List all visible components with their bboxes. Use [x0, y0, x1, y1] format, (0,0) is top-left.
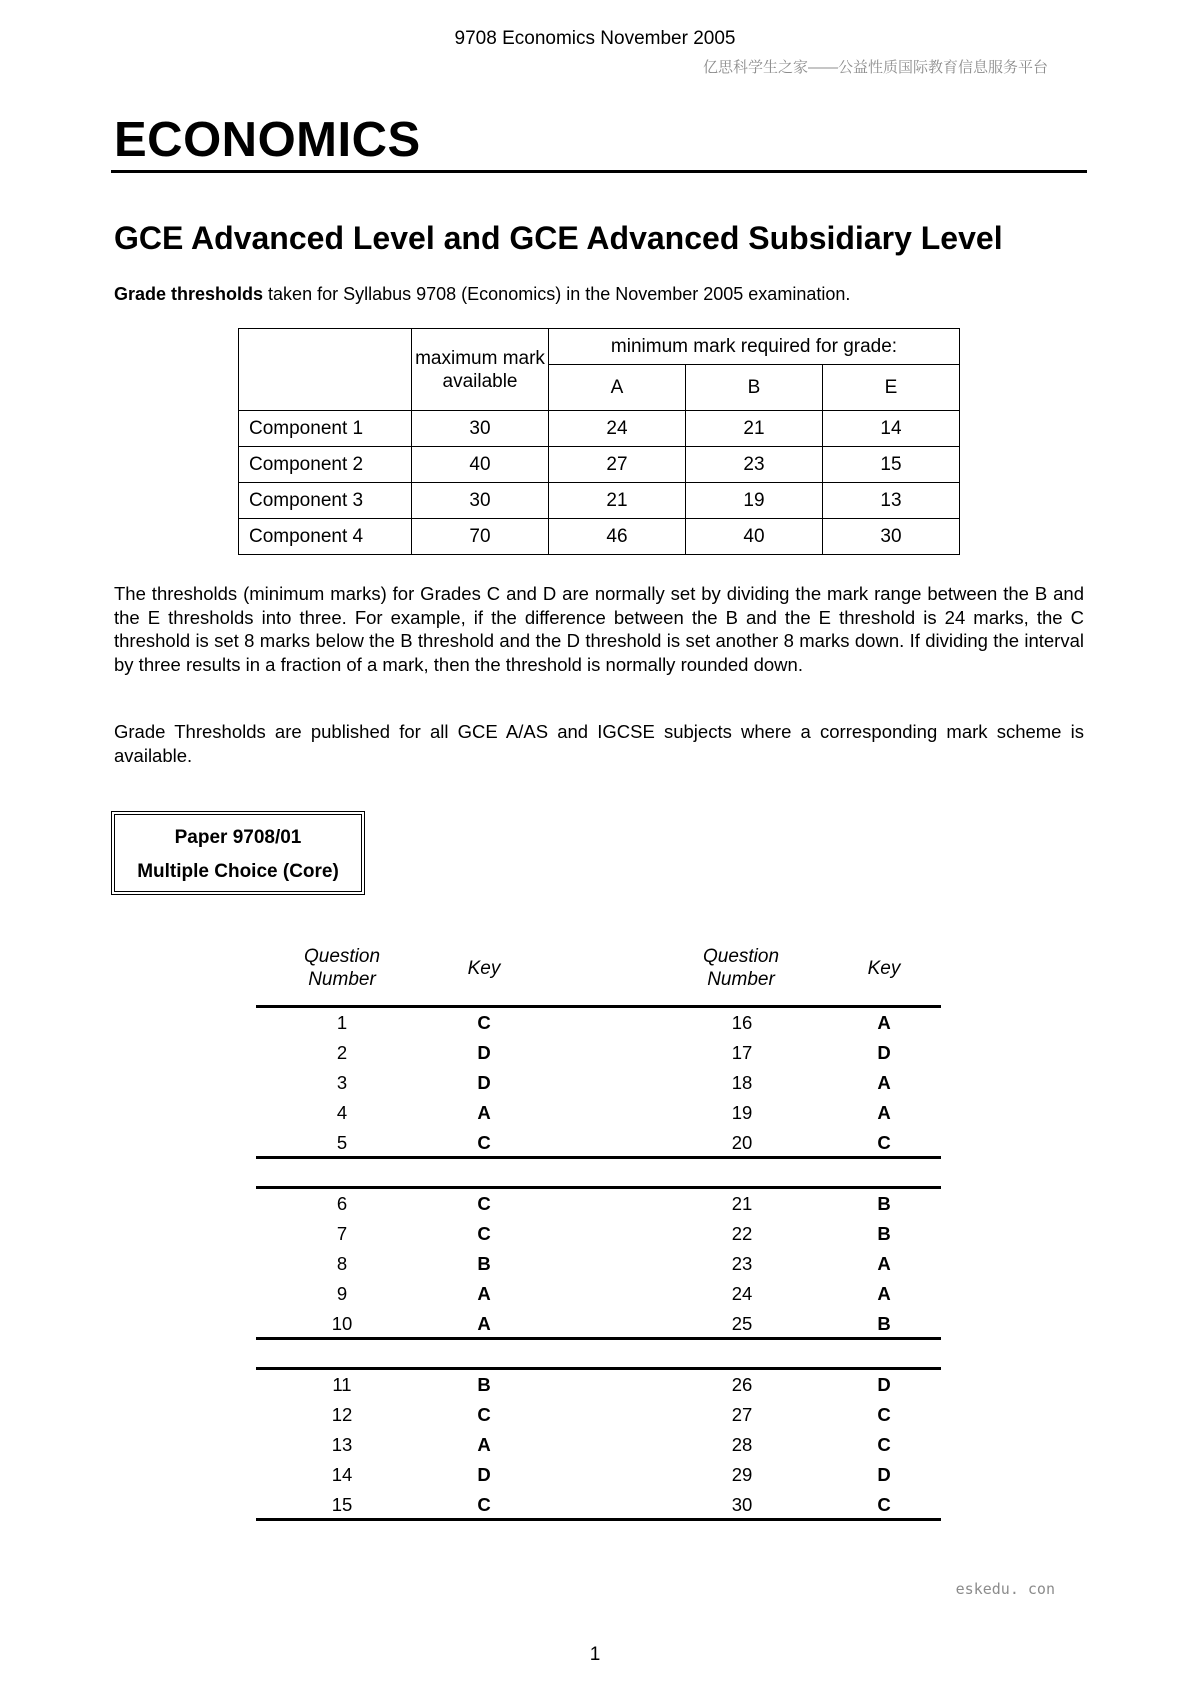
max-mark-header: maximum mark available — [412, 329, 549, 411]
question-number: 15 — [331, 1494, 353, 1515]
min-mark-header: minimum mark required for grade: — [549, 329, 960, 365]
question-number: 17 — [731, 1042, 753, 1063]
question-number: 30 — [731, 1494, 753, 1515]
blank-header-cell — [239, 329, 412, 411]
grade-a-mark: 24 — [549, 411, 686, 447]
question-number: 27 — [731, 1404, 753, 1425]
answer-key: A — [477, 1102, 491, 1123]
question-number: 28 — [731, 1434, 753, 1455]
answer-key: C — [877, 1132, 891, 1153]
grade-a-mark: 27 — [549, 447, 686, 483]
question-number: 7 — [336, 1223, 348, 1244]
question-number: 4 — [336, 1102, 348, 1123]
grade-header-b: B — [686, 365, 823, 411]
answer-key: A — [877, 1012, 891, 1033]
answer-key: C — [877, 1434, 891, 1455]
header-line: Question — [702, 946, 780, 967]
grade-b-mark: 40 — [686, 519, 823, 555]
component-label: Component 2 — [239, 447, 412, 483]
question-number-header-left — [282, 945, 402, 991]
question-number: 5 — [336, 1132, 348, 1153]
answer-key: B — [877, 1313, 891, 1334]
table-rule — [256, 1005, 941, 1008]
answer-key: A — [877, 1253, 891, 1274]
question-number: 20 — [731, 1132, 753, 1153]
answer-key: A — [477, 1313, 491, 1334]
paper-code: Paper 9708/01 — [174, 827, 302, 848]
component-label: Component 3 — [239, 483, 412, 519]
intro-bold: Grade thresholds — [114, 284, 264, 304]
table-row — [239, 483, 960, 519]
answer-key: B — [877, 1193, 891, 1214]
question-number-header-right — [681, 945, 801, 991]
table-rule — [256, 1367, 941, 1370]
question-number: 11 — [332, 1374, 352, 1395]
answer-key: D — [877, 1042, 891, 1063]
table-rule — [256, 1337, 941, 1340]
max-mark: 30 — [412, 483, 549, 519]
header-line: Question — [303, 946, 381, 967]
question-number: 18 — [731, 1072, 753, 1093]
question-number: 8 — [336, 1253, 348, 1274]
answer-key: D — [877, 1464, 891, 1485]
level-title: GCE Advanced Level and GCE Advanced Subsidiary Level — [114, 220, 1003, 256]
answer-key: C — [477, 1012, 491, 1033]
answer-key: B — [477, 1253, 491, 1274]
question-number: 24 — [731, 1283, 753, 1304]
question-number: 13 — [331, 1434, 353, 1455]
table-row — [239, 519, 960, 555]
question-number: 10 — [331, 1313, 353, 1334]
grade-b-mark: 21 — [686, 411, 823, 447]
thresholds-paragraph: The thresholds (minimum marks) for Grades C and D are normally set by dividing the mark range between the B and the E thresholds into three. For example, if the difference between the B and the E threshold is 24 marks, the C threshold is set 8 marks below the B threshold and the D threshold is set another 8 marks down. If dividing the interval by three results in a fraction of a mark, then the threshold is normally rounded down. — [114, 583, 1084, 675]
answer-key: C — [477, 1404, 491, 1425]
key-header-right: Key — [867, 958, 901, 979]
grade-e-mark: 30 — [823, 519, 960, 555]
max-mark: 40 — [412, 447, 549, 483]
main-title: ECONOMICS — [114, 113, 421, 167]
answer-key: C — [877, 1494, 891, 1515]
question-number: 3 — [336, 1072, 348, 1093]
title-rule — [111, 170, 1087, 173]
question-number: 21 — [731, 1193, 753, 1214]
question-number: 1 — [336, 1012, 348, 1033]
paper-name: Multiple Choice (Core) — [137, 861, 339, 882]
question-number: 25 — [731, 1313, 753, 1334]
grade-e-mark: 15 — [823, 447, 960, 483]
grade-header-a: A — [549, 365, 686, 411]
question-number: 2 — [336, 1042, 348, 1063]
answer-key: D — [477, 1464, 491, 1485]
grade-b-mark: 23 — [686, 447, 823, 483]
header-line: Number — [707, 969, 775, 990]
question-number: 9 — [336, 1283, 348, 1304]
header-line: Number — [308, 969, 376, 990]
intro-text — [114, 284, 850, 305]
header-watermark: 亿思科学生之家——公益性质国际教育信息服务平台 — [702, 59, 1048, 76]
intro-rest: taken for Syllabus 9708 (Economics) in the November 2005 examination. — [263, 284, 851, 304]
max-mark: 30 — [412, 411, 549, 447]
question-number: 22 — [731, 1223, 753, 1244]
publication-paragraph: Grade Thresholds are published for all GCE A/AS and IGCSE subjects where a corresponding mark scheme is available. — [114, 721, 1084, 766]
question-number: 6 — [336, 1193, 348, 1214]
answer-key: C — [477, 1193, 491, 1214]
question-number: 23 — [731, 1253, 753, 1274]
max-mark: 70 — [412, 519, 549, 555]
answer-key: C — [877, 1404, 891, 1425]
grade-e-mark: 13 — [823, 483, 960, 519]
grade-threshold-table — [238, 328, 960, 555]
table-row — [239, 447, 960, 483]
answer-key: A — [477, 1283, 491, 1304]
grade-a-mark: 21 — [549, 483, 686, 519]
question-number: 26 — [731, 1374, 753, 1395]
grade-b-mark: 19 — [686, 483, 823, 519]
answer-key: B — [477, 1374, 491, 1395]
answer-key: D — [477, 1042, 491, 1063]
question-number: 12 — [331, 1404, 353, 1425]
answer-key: A — [877, 1283, 891, 1304]
page-header-title: 9708 Economics November 2005 — [454, 28, 736, 49]
table-row — [239, 411, 960, 447]
answer-key: D — [477, 1072, 491, 1093]
answer-key: B — [877, 1223, 891, 1244]
component-label: Component 1 — [239, 411, 412, 447]
answer-key: A — [877, 1072, 891, 1093]
key-header-left: Key — [467, 958, 501, 979]
table-rule — [256, 1156, 941, 1159]
answer-key: A — [877, 1102, 891, 1123]
grade-e-mark: 14 — [823, 411, 960, 447]
footer-watermark: eskedu. con — [955, 1580, 1055, 1598]
question-number: 16 — [731, 1012, 753, 1033]
answer-key: D — [877, 1374, 891, 1395]
question-number: 19 — [731, 1102, 753, 1123]
question-number: 29 — [731, 1464, 753, 1485]
question-number: 14 — [331, 1464, 353, 1485]
answer-key: C — [477, 1223, 491, 1244]
answer-key: C — [477, 1494, 491, 1515]
grade-header-e: E — [823, 365, 960, 411]
page-number: 1 — [589, 1644, 601, 1665]
table-rule — [256, 1186, 941, 1189]
table-rule — [256, 1518, 941, 1521]
answer-key: A — [477, 1434, 491, 1455]
grade-a-mark: 46 — [549, 519, 686, 555]
paper-title-box — [111, 811, 365, 895]
component-label: Component 4 — [239, 519, 412, 555]
answer-key: C — [477, 1132, 491, 1153]
